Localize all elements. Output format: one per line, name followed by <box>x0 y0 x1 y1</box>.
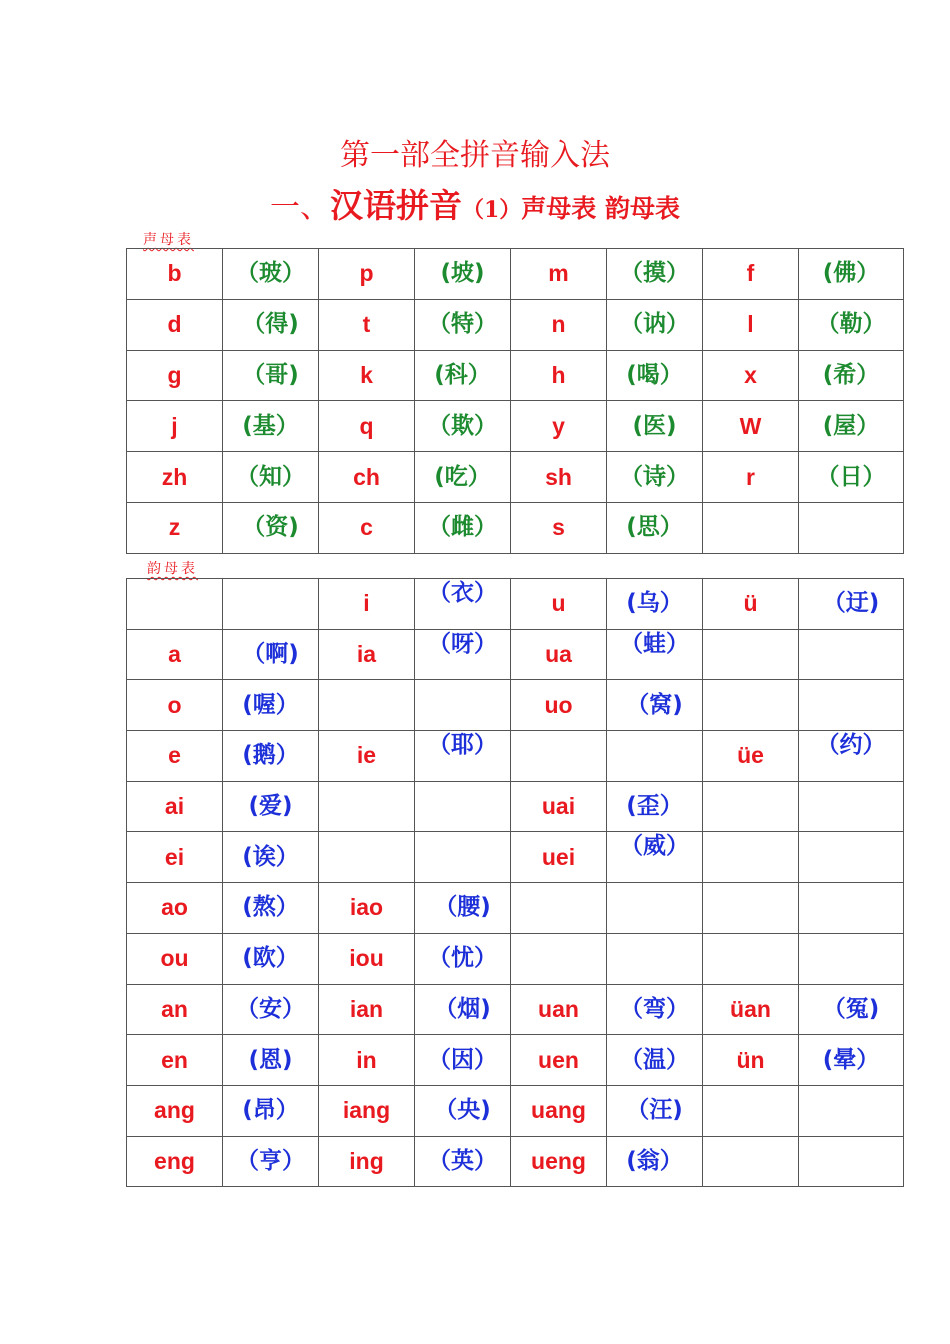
final-cell <box>703 781 799 832</box>
table-row <box>127 883 904 934</box>
example-char-cell: （衣） <box>415 579 511 630</box>
initial-cell: f <box>703 249 799 300</box>
final-cell: u <box>511 579 607 630</box>
final-cell: ueng <box>511 1136 607 1187</box>
final-cell: uan <box>511 984 607 1035</box>
final-cell: an <box>127 984 223 1035</box>
final-cell: uai <box>511 781 607 832</box>
initial-cell: zh <box>127 452 223 503</box>
final-cell: iao <box>319 883 415 934</box>
initials-table <box>126 248 904 554</box>
example-char-cell: （冤) <box>799 984 904 1035</box>
final-cell <box>127 579 223 630</box>
example-char-cell: (昂） <box>223 1085 319 1136</box>
final-cell <box>319 680 415 731</box>
final-cell: eng <box>127 1136 223 1187</box>
example-char-cell: (基） <box>223 401 319 452</box>
example-char-cell: (科） <box>415 350 511 401</box>
initial-cell: ch <box>319 452 415 503</box>
final-cell <box>703 1136 799 1187</box>
example-char-cell: (乌） <box>607 579 703 630</box>
initial-cell: z <box>127 502 223 553</box>
initial-cell: d <box>127 299 223 350</box>
example-char-cell: （得) <box>223 299 319 350</box>
example-char-cell: (翁） <box>607 1136 703 1187</box>
table-row <box>127 1136 904 1187</box>
heading-tables: 声母表 韵母表 <box>521 194 681 223</box>
final-cell: ia <box>319 629 415 680</box>
finals-table <box>126 578 904 1187</box>
example-char-cell: （因） <box>415 1035 511 1086</box>
table-row <box>127 502 904 553</box>
example-char-cell: (医) <box>607 401 703 452</box>
example-char-cell: （知） <box>223 452 319 503</box>
final-cell: a <box>127 629 223 680</box>
example-char-cell <box>799 933 904 984</box>
initial-cell: c <box>319 502 415 553</box>
example-char-cell <box>799 680 904 731</box>
table-row <box>127 1085 904 1136</box>
example-char-cell: （特） <box>415 299 511 350</box>
initial-cell: r <box>703 452 799 503</box>
example-char-cell <box>799 883 904 934</box>
final-cell: e <box>127 731 223 782</box>
initial-cell <box>703 502 799 553</box>
page-title: 第一部全拼音输入法 <box>340 138 610 173</box>
final-cell: ai <box>127 781 223 832</box>
example-char-cell: (熬） <box>223 883 319 934</box>
example-char-cell: (欧） <box>223 933 319 984</box>
example-char-cell: （诗） <box>607 452 703 503</box>
example-char-cell: （烟) <box>415 984 511 1035</box>
final-cell: uei <box>511 832 607 883</box>
final-cell <box>511 883 607 934</box>
final-cell: iang <box>319 1085 415 1136</box>
initial-cell: l <box>703 299 799 350</box>
example-char-cell <box>799 502 904 553</box>
final-cell <box>703 680 799 731</box>
initial-cell: s <box>511 502 607 553</box>
final-cell <box>703 629 799 680</box>
example-char-cell: （腰) <box>415 883 511 934</box>
example-char-cell <box>223 579 319 630</box>
example-char-cell: （欺） <box>415 401 511 452</box>
final-cell: ua <box>511 629 607 680</box>
table-row <box>127 832 904 883</box>
final-cell: uen <box>511 1035 607 1086</box>
example-char-cell <box>415 781 511 832</box>
initial-cell: W <box>703 401 799 452</box>
table-row <box>127 781 904 832</box>
table-row <box>127 350 904 401</box>
example-char-cell: （威） <box>607 832 703 883</box>
final-cell: üan <box>703 984 799 1035</box>
example-char-cell <box>799 832 904 883</box>
section-heading <box>0 180 950 227</box>
example-char-cell: （讷） <box>607 299 703 350</box>
final-cell: iou <box>319 933 415 984</box>
example-char-cell: （央) <box>415 1085 511 1136</box>
example-char-cell: （安） <box>223 984 319 1035</box>
final-cell <box>703 883 799 934</box>
example-char-cell: (思） <box>607 502 703 553</box>
table-row <box>127 933 904 984</box>
initial-cell: m <box>511 249 607 300</box>
final-cell: in <box>319 1035 415 1086</box>
final-cell: ing <box>319 1136 415 1187</box>
table-row <box>127 249 904 300</box>
example-char-cell: （亨） <box>223 1136 319 1187</box>
initial-cell: p <box>319 249 415 300</box>
example-char-cell: （温） <box>607 1035 703 1086</box>
final-cell: ou <box>127 933 223 984</box>
final-cell: ang <box>127 1085 223 1136</box>
table-row <box>127 299 904 350</box>
example-char-cell <box>415 680 511 731</box>
final-cell <box>703 933 799 984</box>
table-row <box>127 452 904 503</box>
final-cell: ü <box>703 579 799 630</box>
example-char-cell <box>799 781 904 832</box>
heading-main: 汉语拼音 <box>329 186 462 225</box>
example-char-cell: （哥) <box>223 350 319 401</box>
example-char-cell <box>607 731 703 782</box>
finals-table-label: 韵母表 <box>147 561 198 577</box>
example-char-cell: (喝） <box>607 350 703 401</box>
initial-cell: h <box>511 350 607 401</box>
example-char-cell: （勒） <box>799 299 904 350</box>
example-char-cell: （啊) <box>223 629 319 680</box>
example-char-cell: (恩) <box>223 1035 319 1086</box>
example-char-cell: （呀） <box>415 629 511 680</box>
example-char-cell: (屋） <box>799 401 904 452</box>
table-row <box>127 1035 904 1086</box>
final-cell <box>511 933 607 984</box>
example-char-cell: (吃） <box>415 452 511 503</box>
example-char-cell: （蛙） <box>607 629 703 680</box>
table-row <box>127 579 904 630</box>
example-char-cell: （约） <box>799 731 904 782</box>
example-char-cell: （汪) <box>607 1085 703 1136</box>
initial-cell: g <box>127 350 223 401</box>
initial-cell: sh <box>511 452 607 503</box>
example-char-cell <box>799 1085 904 1136</box>
example-char-cell: （雌） <box>415 502 511 553</box>
initial-cell: x <box>703 350 799 401</box>
example-char-cell: （玻） <box>223 249 319 300</box>
example-char-cell: （迂) <box>799 579 904 630</box>
table-row <box>127 629 904 680</box>
final-cell <box>511 731 607 782</box>
initial-cell: k <box>319 350 415 401</box>
final-cell: üe <box>703 731 799 782</box>
table-row <box>127 401 904 452</box>
example-char-cell: (喔） <box>223 680 319 731</box>
example-char-cell: （摸） <box>607 249 703 300</box>
initial-cell: q <box>319 401 415 452</box>
initial-cell: b <box>127 249 223 300</box>
example-char-cell: （窝) <box>607 680 703 731</box>
example-char-cell: (鹅） <box>223 731 319 782</box>
example-char-cell: (爱) <box>223 781 319 832</box>
example-char-cell: (佛） <box>799 249 904 300</box>
final-cell: ei <box>127 832 223 883</box>
final-cell: ie <box>319 731 415 782</box>
final-cell: o <box>127 680 223 731</box>
table-row <box>127 984 904 1035</box>
final-cell: ao <box>127 883 223 934</box>
final-cell: i <box>319 579 415 630</box>
example-char-cell: (坡) <box>415 249 511 300</box>
final-cell <box>319 832 415 883</box>
example-char-cell <box>607 883 703 934</box>
heading-index: （1） <box>461 197 522 223</box>
initials-table-label: 声母表 <box>143 232 194 248</box>
heading-number: 一、 <box>269 190 330 225</box>
final-cell <box>703 1085 799 1136</box>
initial-cell: n <box>511 299 607 350</box>
example-char-cell: （弯） <box>607 984 703 1035</box>
example-char-cell <box>799 1136 904 1187</box>
example-char-cell: (歪） <box>607 781 703 832</box>
final-cell: en <box>127 1035 223 1086</box>
example-char-cell <box>799 629 904 680</box>
example-char-cell: （英） <box>415 1136 511 1187</box>
final-cell <box>703 832 799 883</box>
initial-cell: j <box>127 401 223 452</box>
example-char-cell: （资) <box>223 502 319 553</box>
final-cell: uo <box>511 680 607 731</box>
example-char-cell <box>607 933 703 984</box>
example-char-cell: (晕） <box>799 1035 904 1086</box>
example-char-cell: （忧） <box>415 933 511 984</box>
example-char-cell: （日） <box>799 452 904 503</box>
example-char-cell <box>415 832 511 883</box>
table-row <box>127 731 904 782</box>
final-cell: ian <box>319 984 415 1035</box>
initial-cell: y <box>511 401 607 452</box>
final-cell: uang <box>511 1085 607 1136</box>
example-char-cell: (诶） <box>223 832 319 883</box>
final-cell: ün <box>703 1035 799 1086</box>
example-char-cell: （耶） <box>415 731 511 782</box>
table-row <box>127 680 904 731</box>
initial-cell: t <box>319 299 415 350</box>
final-cell <box>319 781 415 832</box>
example-char-cell: (希） <box>799 350 904 401</box>
